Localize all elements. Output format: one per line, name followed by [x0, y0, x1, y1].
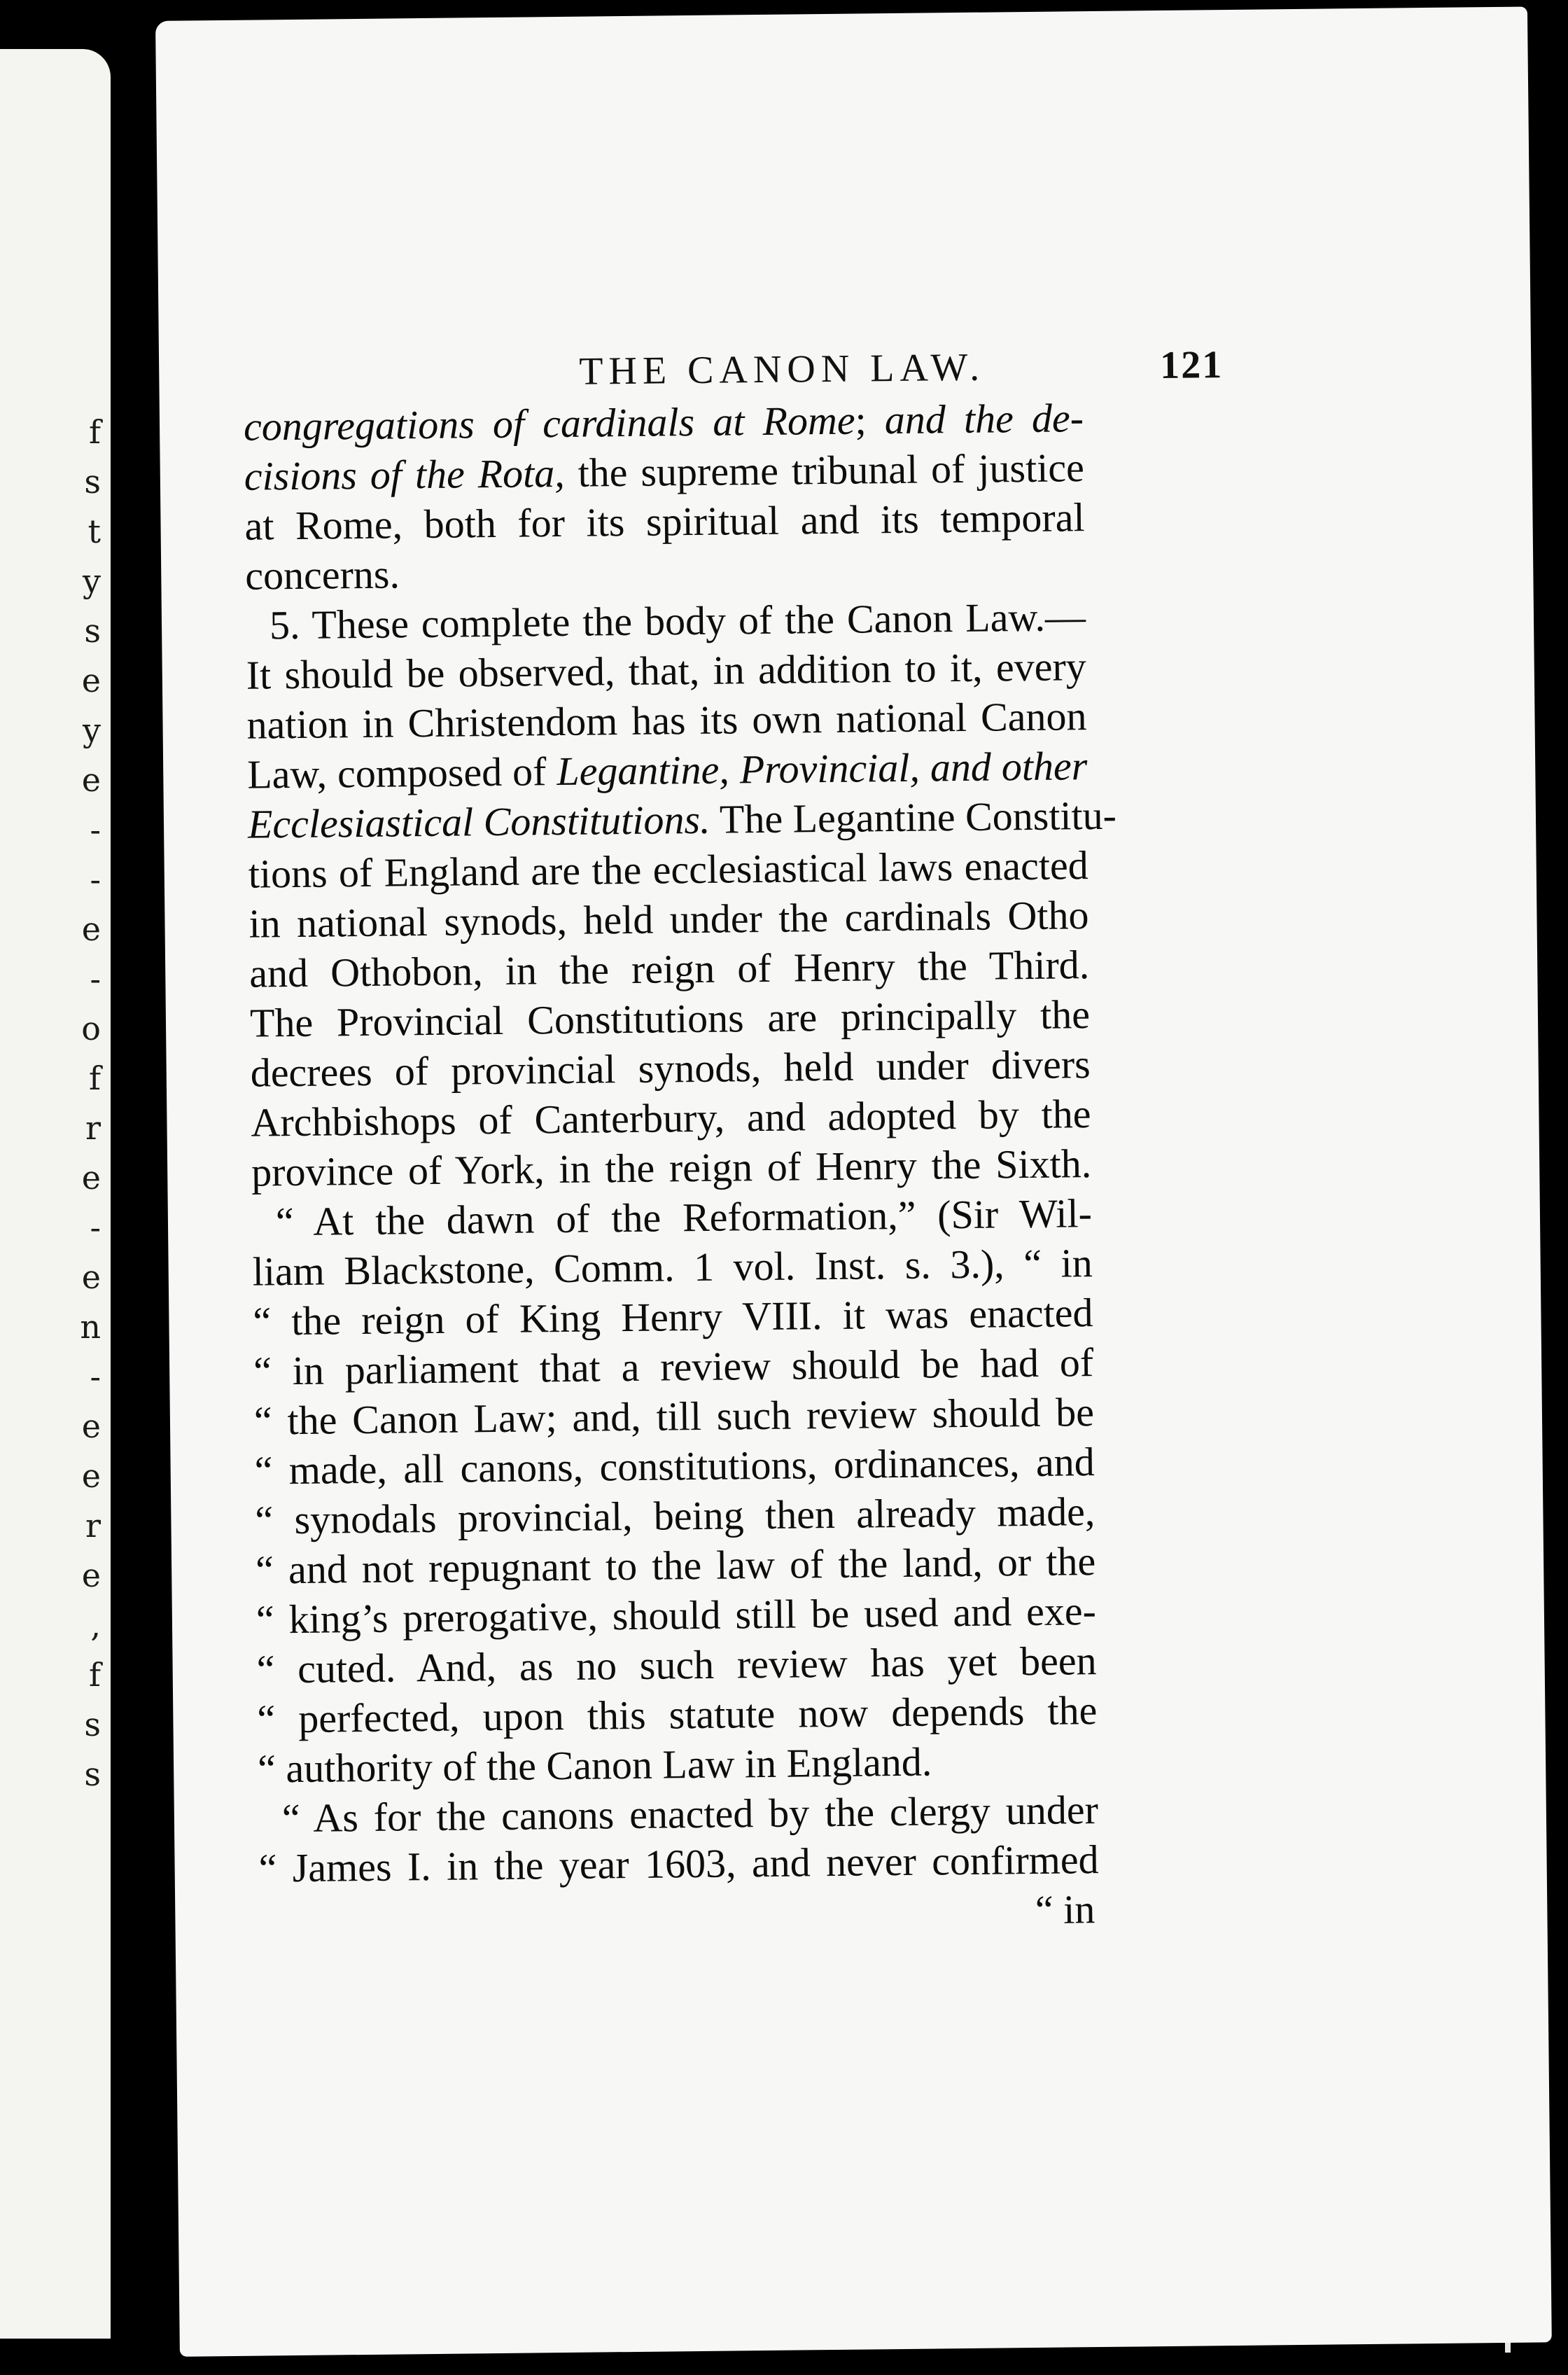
text-line — [246, 691, 1087, 750]
text-line — [246, 641, 1086, 700]
left-page-fragment: s — [84, 463, 101, 501]
left-page-fragment: s — [84, 612, 101, 650]
text-segment: “ At the dawn of the Reformation,” (Sir Wil- — [275, 1190, 1093, 1245]
text-segment: nation in Christendom has its own national Canon — [246, 693, 1087, 748]
left-page-fragment: f — [88, 1656, 101, 1694]
left-page-fragment: e — [81, 1556, 101, 1594]
left-page-fragment: e — [81, 1159, 101, 1197]
text-segment: concerns. — [244, 551, 400, 599]
text-segment: decrees of provincial synods, held under divers — [250, 1041, 1091, 1096]
left-page-fragment: e — [81, 1258, 101, 1296]
italic-text: congregations of cardinals at Rome — [243, 397, 855, 450]
text-line — [258, 1785, 1099, 1844]
text-line — [258, 1735, 1098, 1794]
text-segment: at Rome, both for its spiritual and its temporal — [244, 494, 1085, 549]
text-segment: “ king’s prerogative, should still be used and exe- — [255, 1588, 1097, 1643]
left-page-fragment: n — [80, 1308, 101, 1346]
text-line — [250, 1039, 1091, 1098]
left-page-fragment: y — [83, 711, 101, 749]
text-segment: The Legantine Constitu- — [710, 792, 1117, 842]
page-number: 121 — [1159, 343, 1224, 387]
text-line — [249, 940, 1090, 998]
text-segment: liam Blackstone, Comm. 1 vol. Inst. s. 3.), “ in — [252, 1240, 1093, 1295]
text-line — [247, 790, 1117, 849]
text-segment: tions of England are the ecclesiastical laws enacted — [248, 842, 1089, 897]
text-segment: The Provincial Constitutions are principally the — [249, 991, 1091, 1046]
text-line — [253, 1337, 1094, 1396]
text-segment: “ As for the canons enacted by the clergy under — [281, 1787, 1099, 1841]
text-line — [255, 1486, 1096, 1545]
left-page-fragment: - — [90, 1209, 101, 1246]
text-line — [251, 1089, 1091, 1148]
text-segment: “ in parliament that a review should be had of — [253, 1339, 1094, 1394]
running-header — [425, 342, 1230, 393]
text-line — [250, 989, 1091, 1048]
body-text — [243, 393, 1117, 1942]
text-line — [257, 1685, 1098, 1744]
text-segment: It should be observed, that, in addition to it, every — [246, 643, 1087, 698]
text-line — [255, 1536, 1096, 1595]
text-segment: and Othobon, in the reign of Henry the Third. — [248, 942, 1090, 996]
text-line — [256, 1636, 1097, 1694]
left-page-fragment: t — [88, 513, 101, 550]
left-page-fragment: , — [90, 1606, 101, 1644]
left-page-fragment: - — [90, 960, 101, 998]
left-page-fragment: o — [81, 1010, 101, 1047]
left-page-fragment: - — [90, 861, 101, 898]
left-page-fragment: s — [84, 1706, 101, 1743]
text-segment: “ perfected, upon this statute now depends the — [257, 1687, 1098, 1742]
italic-text: and the de- — [884, 395, 1084, 443]
text-line — [252, 1188, 1093, 1247]
italic-text: Legantine, Provincial, and other — [556, 743, 1088, 795]
left-facing-page — [0, 49, 111, 2339]
text-segment: “ James I. in the year 1603, and never confirmed — [258, 1837, 1099, 1891]
left-page-fragment: r — [85, 1109, 101, 1147]
text-segment: province of York, in the reign of Henry the Sixth. — [251, 1141, 1092, 1195]
text-segment: “ and not repugnant to the law of the land, or the — [255, 1538, 1096, 1593]
left-page-fragment: f — [88, 1059, 101, 1097]
text-segment: “ cuted. And, as no such review has yet been — [256, 1638, 1097, 1692]
left-page-fragment: r — [85, 1507, 101, 1545]
italic-text: Ecclesiastical Constitutions. — [247, 796, 710, 847]
text-segment: the supreme tribunal of justice — [564, 445, 1085, 496]
text-line — [244, 443, 1084, 501]
left-page-fragment: - — [90, 1358, 101, 1395]
left-page-fragment: e — [81, 1407, 101, 1445]
text-line — [254, 1387, 1095, 1446]
text-segment: in national synods, held under the cardinals Otho — [248, 892, 1089, 947]
running-title: THE CANON LAW. — [578, 345, 986, 393]
text-line — [252, 1238, 1093, 1297]
text-segment: “ made, all canons, constitutions, ordinances, and — [254, 1439, 1095, 1493]
catchword: “ in — [1035, 1886, 1096, 1932]
text-line — [251, 1138, 1092, 1197]
text-segment: “ synodals provincial, being then already made, — [255, 1489, 1096, 1543]
text-line — [247, 741, 1088, 800]
text-line — [248, 840, 1088, 899]
text-line — [244, 492, 1085, 551]
text-segment: 5. These complete the body of the Canon Law.— — [269, 594, 1086, 648]
left-page-fragment: s — [84, 1755, 101, 1793]
text-segment: Archbishops of Canterbury, and adopted by the — [251, 1091, 1091, 1145]
left-page-fragment: e — [81, 662, 101, 699]
text-line — [245, 542, 1086, 601]
text-segment: Law, composed of — [246, 748, 557, 798]
text-segment: ; — [855, 397, 886, 443]
left-page-fragment: f — [88, 413, 101, 451]
text-line — [244, 393, 1084, 452]
text-line — [248, 890, 1089, 949]
text-line — [256, 1586, 1097, 1645]
left-page-fragment: - — [90, 811, 101, 849]
text-segment: “ the reign of King Henry VIII. it was enacted — [253, 1290, 1093, 1344]
italic-text: cisions of the Rota, — [244, 450, 566, 499]
left-page-fragment: y — [83, 562, 101, 600]
text-line — [254, 1437, 1095, 1496]
text-line — [253, 1288, 1093, 1346]
text-line — [258, 1834, 1099, 1893]
text-segment: “ the Canon Law; and, till such review should be — [253, 1389, 1095, 1444]
text-line — [246, 592, 1086, 650]
left-page-fragment: e — [81, 910, 101, 948]
left-page-fragment: e — [81, 1457, 101, 1495]
text-segment: “ authority of the Canon Law in England. — [257, 1739, 932, 1792]
left-page-fragment: e — [81, 761, 101, 799]
book-page — [155, 6, 1552, 2356]
